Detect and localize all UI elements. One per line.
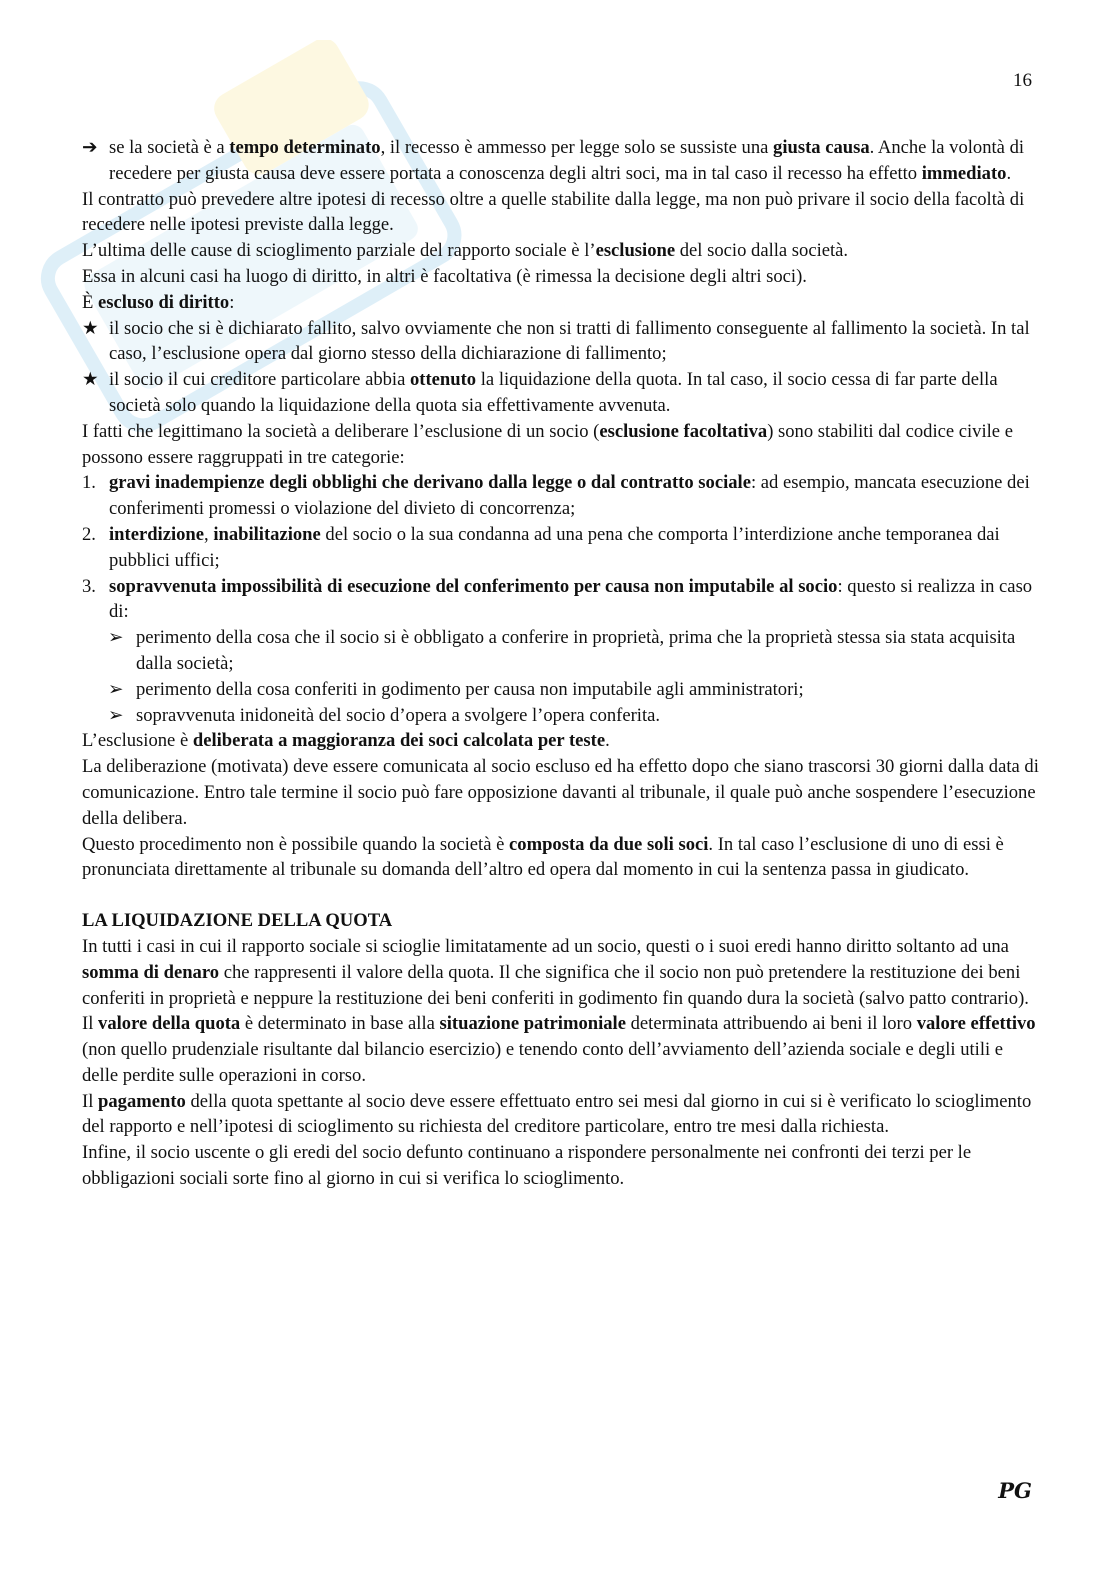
star-list-item: ★ il socio il cui creditore particolare abbia ottenuto la liquidazione della quota. In tal caso, il socio cessa di far parte della società solo quando la liquidazione della quota sia effettivamente avvenuta. [82, 369, 998, 416]
star-icon: ★ [82, 317, 99, 339]
list-number: 1. [82, 472, 96, 494]
chevron-right-icon: ➢ [108, 704, 124, 726]
numbered-list-item: 2. interdizione, inabilitazione del socio o la sua condanna ad una pena che comporta l’interdizione anche temporanea dai pubblici uffici; [82, 523, 1000, 571]
sub-list-item: ➢ perimento della cosa che il socio si è obbligato a conferire in proprietà, prima che la proprietà stessa sia stata acquisita dalla società; [108, 627, 1016, 674]
paragraph: Il pagamento della quota spettante al socio deve essere effettuato entro sei mesi dal giorno in cui si è verificato lo scioglimento del rapporto e nell’ipotesi di scioglimento su richiesta del creditore particolare, entro tre mesi dalla richiesta. [82, 1090, 1032, 1138]
paragraph: La deliberazione (motivata) deve essere comunicata al socio escluso ed ha effetto dopo che siano trascorsi 30 giorni dalla data di comunicazione. Entro tale termine il socio può fare opposizione davanti al tribunale, il quale può anche sospendere l’esecuzione della delibera. [82, 756, 1039, 829]
paragraph: Il contratto può prevedere altre ipotesi di recesso oltre a quelle stabilite dalla legge, ma non può privare il socio della facoltà di recedere nelle ipotesi previste dalla legge. [82, 188, 1025, 236]
star-list-item: ★ il socio che si è dichiarato fallito, salvo ovviamente che non si tratti di fallimento conseguente al fallimento la società. In tal caso, l’esclusione opera dal giorno stesso della dichiarazione di fallimento; [82, 317, 1030, 365]
paragraph: In tutti i casi in cui il rapporto sociale si scioglie limitatamente ad un socio, questi o i suoi eredi hanno diritto soltanto ad una somma di denaro che rappresenti il valore della quota. Il che significa che il socio non può pretendere la restituzione dei beni conferiti in proprietà e neppure la restituzione dei beni conferiti in godimento fin quando dura la società (salvo patto contrario). [82, 935, 1029, 1009]
paragraph: È escluso di diritto: [82, 291, 235, 313]
numbered-list-item: 1. gravi inadempienze degli obblighi che derivano dalla legge o dal contratto sociale: ad esempio, mancata esecuzione dei conferimenti promessi o violazione del divieto di concorrenza; [82, 472, 1030, 520]
paragraph: Questo procedimento non è possibile quando la società è composta da due soli soci. In tal caso l’esclusione di uno di essi è pronunciata direttamente al tribunale su domanda dell’altro ed opera dal momento in cui la sentenza passa in giudicato. [82, 833, 1004, 881]
chevron-right-icon: ➢ [108, 627, 124, 649]
paragraph: Il valore della quota è determinato in base alla situazione patrimoniale determinata attribuendo ai beni il loro valore effettivo (non quello prudenziale risultante dal bilancio esercizio) e tenendo conto dell’avviamento dell’azienda sociale e degli utili e delle perdite sulle operazioni in corso. [82, 1013, 1036, 1086]
page-number: 16 [1013, 70, 1032, 91]
paragraph: I fatti che legittimano la società a deliberare l’esclusione di un socio (esclusione facoltativa) sono stabiliti dal codice civile e possono essere raggruppati in tre categorie: [82, 420, 1013, 468]
paragraph: L’ultima delle cause di scioglimento parziale del rapporto sociale è l’esclusione del socio dalla società. [82, 240, 849, 262]
author-signature: PG [998, 1478, 1032, 1503]
paragraph: L’esclusione è deliberata a maggioranza dei soci calcolata per teste. [82, 730, 610, 752]
list-number: 3. [82, 575, 96, 597]
list-number: 2. [82, 523, 96, 545]
chevron-right-icon: ➢ [108, 678, 124, 700]
paragraph: Infine, il socio uscente o gli eredi del socio defunto continuano a rispondere personalmente nei confronti dei terzi per le obbligazioni sociali sorte fino al giorno in cui si verifica lo scioglimento. [82, 1142, 972, 1190]
page-content [82, 135, 1042, 1192]
sub-list-item: ➢ perimento della cosa conferiti in godimento per causa non imputabile agli amministratori; [82, 677, 1042, 703]
numbered-list-item: 3. sopravvenuta impossibilità di esecuzione del conferimento per causa non imputabile al socio: questo si realizza in caso di: [82, 575, 1033, 623]
star-icon: ★ [82, 369, 99, 391]
sub-list-item: ➢ sopravvenuta inidoneità del socio d’opera a svolgere l’opera conferita. [82, 703, 1042, 729]
arrow-item: ➔ se la società è a tempo determinato, il recesso è ammesso per legge solo se sussiste una giusta causa. Anche la volontà di recedere per giusta causa deve essere portata a conoscenza degli altri soci, ma in tal caso il recesso ha effetto immediato. [82, 137, 1025, 184]
section-heading: LA LIQUIDAZIONE DELLA QUOTA [82, 910, 393, 932]
arrow-icon: ➔ [82, 137, 98, 158]
paragraph: Essa in alcuni casi ha luogo di diritto, in altri è facoltativa (è rimessa la decisione degli altri soci). [82, 265, 807, 287]
